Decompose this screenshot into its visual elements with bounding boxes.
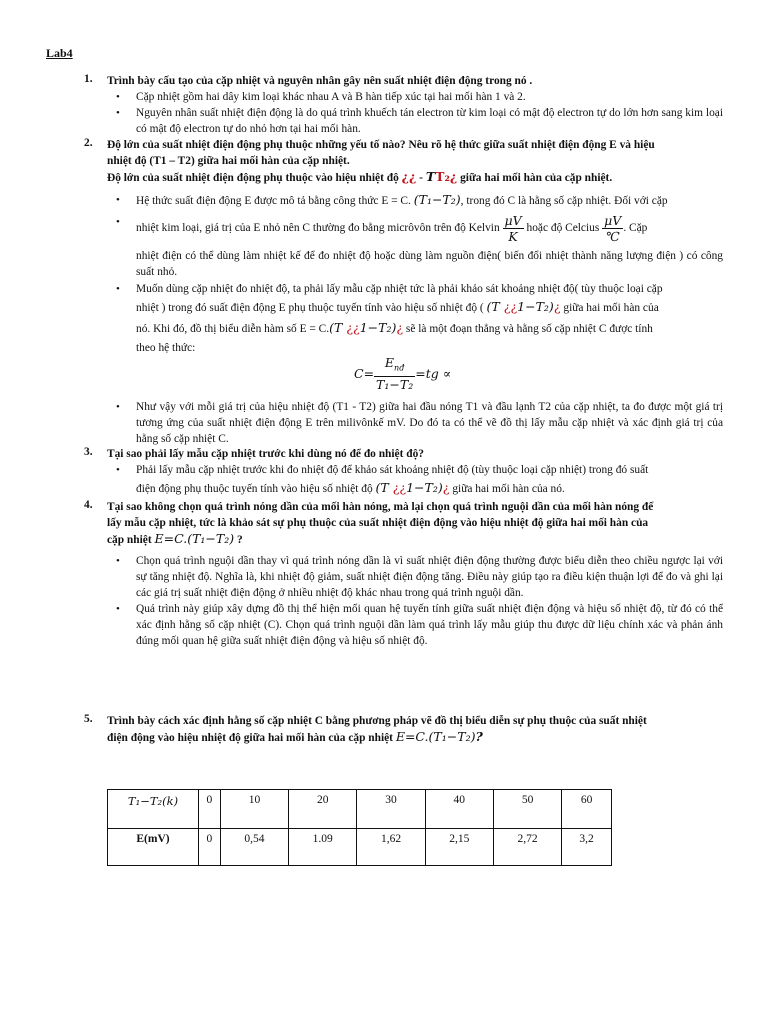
formula-c-rhs: =tg ∝ (415, 365, 452, 381)
question-2-answer: Độ lớn của suất nhiệt điện động phụ thuộc vào hiệu nhiệt độ ¿¿ - TT₂¿ giữa hai mối hàn của cặp nhiệt. (107, 169, 613, 184)
frac-num: μV (604, 213, 622, 228)
question-5-number: 5. (84, 713, 93, 725)
question-4-number: 4. (84, 499, 93, 511)
table-cell: 1,62 (357, 829, 425, 866)
red-a: ¿¿ (503, 299, 518, 314)
table-cell: 3,2 (562, 829, 612, 866)
e-eq-c: E=C. (395, 729, 429, 744)
question-5 (84, 713, 723, 746)
q3-bullet-1: • Phải lấy mẫu cặp nhiệt trước khi đo nhiệt độ để khảo sát khoảng nhiệt độ (tùy thuộc loại cặp nhiệt) trong đó suất (136, 462, 723, 478)
paren-t: (T (375, 480, 389, 495)
b1c: nhiệt kim loại, giá trị của E nhỏ nên C thường đo bằng micrôvôn trên độ Kelvin (136, 222, 500, 235)
red-close: ¿ (553, 299, 561, 314)
t1-t2: (T₁−T₂) (187, 531, 235, 546)
question-1-number: 1. (84, 73, 93, 85)
formula-c (354, 355, 451, 392)
table-cell: 0 (199, 829, 221, 866)
question-1 (84, 73, 723, 89)
fraction-uv-per-k (503, 213, 524, 244)
answer-text-b: giữa hai mối hàn của cặp nhiệt. (460, 172, 613, 184)
b1d: hoặc độ Celcius (526, 222, 600, 235)
frac-den: K (508, 229, 518, 244)
b1b: điện động phụ thuộc tuyến tính vào hiệu số nhiệt độ (136, 483, 373, 495)
dash: - (419, 172, 423, 184)
one-minus-t2: 1−T₂) (406, 480, 443, 495)
qmark: ? (236, 534, 243, 546)
red-close: ¿ (442, 480, 450, 495)
formula-c-fraction (374, 355, 415, 392)
question-4-line-2: lấy mẫu cặp nhiệt, tức là khảo sát sự phụ thuộc của suất nhiệt điện động vào hiệu nhiệt độ giữa hai mối hàn của (107, 517, 649, 529)
table-cell: 20 (289, 790, 357, 829)
b2d: nó. Khi đó, đồ thị biểu diễn hàm số E = C. (136, 323, 330, 335)
formula-c-lhs: C= (354, 365, 375, 381)
question-2-line-2: nhiệt độ (T1 – T2) giữa hai mối hàn của cặp nhiệt. (107, 155, 350, 167)
line2: điện động vào hiệu nhiệt độ giữa hai mối hàn của cặp nhiệt (107, 732, 393, 744)
table-cell: 40 (425, 790, 493, 829)
table-cell: 1.09 (289, 829, 357, 866)
frac-num: μV (504, 213, 522, 228)
question-2-line-1: Độ lớn của suất nhiệt điện động phụ thuộc những yếu tố nào? Nêu rõ hệ thức giữa suất nhiệt điện động E và hiệu (107, 139, 655, 151)
q2-bullet-2-line-4: theo hệ thức: (136, 342, 196, 354)
b2e: sẽ là một đoạn thẳng và hằng số cặp nhiệt C được tính (405, 323, 653, 335)
q2-bullet-1 (136, 191, 723, 210)
table-cell: 2,72 (493, 829, 561, 866)
q4-bullet-2: • Quá trình này giúp xây dựng đồ thị thể hiện mối quan hệ tuyến tính giữa suất nhiệt điện động và hiệu số nhiệt độ, từ đó có thể xác định hằng số cặp nhiệt (C). Chọn quá trình nguội dần làm quá trình lấy mẫu giúp thu được dữ liệu chính xác và phản ánh đúng mối quan hệ giữa suất nhiệt điện động và hiệu số nhiệt độ. (136, 601, 723, 649)
question-2-number: 2. (84, 137, 93, 149)
q2-bullet-2-line-2 (136, 299, 723, 316)
question-3-number: 3. (84, 446, 93, 458)
b1a: Hệ thức suất điện động E được mô tả bằng công thức E = C. (136, 195, 411, 207)
question-3 (84, 446, 723, 462)
table-cell: 60 (562, 790, 612, 829)
row-label-emv: E(mV) (108, 829, 199, 866)
question-4 (84, 499, 723, 548)
table-cell: 0 (199, 790, 221, 829)
paren-t: (T (329, 320, 343, 335)
red-a: ¿¿ (392, 480, 407, 495)
e-subscript: nđ (394, 363, 405, 373)
t1-t2: (T₁−T₂) (428, 729, 476, 744)
q2-bullet-2-line-3 (136, 320, 723, 337)
table-row-values (108, 829, 612, 866)
one-minus-t2: 1−T₂) (359, 320, 397, 335)
e-symbol: E (384, 355, 395, 370)
q3-bullet-1-cont (136, 480, 723, 497)
q1-bullet-1: • Cặp nhiệt gồm hai dây kim loại khác nhau A và B hàn tiếp xúc tại hai mối hàn 1 và 2. (136, 89, 723, 105)
b2b: nhiệt ) trong đó suất điện động E phụ thuộc tuyến tính vào hiệu số nhiệt độ ( (136, 302, 484, 314)
question-2 (84, 137, 723, 186)
q2-bullet-3: • Như vậy với mỗi giá trị của hiệu nhiệt độ (T1 - T2) giữa hai đầu nóng T1 và đầu lạnh T2 của cặp nhiệt, ta đo được một giá trị tương ứng của suất nhiệt điện động E trên milivônkế mV. Do đó ta có thể vẽ đồ thị lấy mẫu cặp nhiệt và xác định giá trị của hằng số cặp nhiệt C. (136, 399, 723, 447)
lab-title: Lab4 (46, 46, 73, 60)
question-5-line-1: Trình bày cách xác định hằng số cặp nhiệt C bằng phương pháp vẽ đồ thị biểu diễn sự phụ thuộc của suất nhiệt (107, 715, 647, 727)
question-3-text: Tại sao phải lấy mẫu cặp nhiệt trước khi dùng nó để đo nhiệt độ? (107, 448, 424, 460)
line3: cặp nhiệt (107, 534, 152, 546)
fraction-uv-per-c (602, 213, 623, 244)
fraction-denominator: T₁−T₂ (376, 376, 414, 392)
table-row-header (108, 790, 612, 829)
table-cell: 50 (493, 790, 561, 829)
answer-text-a: Độ lớn của suất nhiệt điện động phụ thuộc vào hiệu nhiệt độ (107, 172, 399, 184)
red-close: ¿ (396, 320, 404, 335)
question-5-line-2 (107, 729, 723, 746)
red-a: ¿¿ (346, 320, 360, 335)
table-cell: 30 (357, 790, 425, 829)
one-minus-t2: 1−T₂) (517, 299, 554, 314)
b1c: giữa hai mối hàn của nó. (452, 483, 565, 495)
question-4-line-3 (107, 531, 723, 548)
q2-bullet-2-line-1: • Muốn dùng cặp nhiệt đo nhiệt độ, ta phải lấy mẫu cặp nhiệt tức là phải khảo sát khoảng nhiệt độ( tùy thuộc loại cặp (136, 281, 723, 297)
b1e: . Cặp (623, 222, 648, 235)
table-cell: 10 (220, 790, 288, 829)
b1b: , trong đó C là hằng số cặp nhiệt. Đối với cặp (460, 195, 668, 207)
q4-bullet-1: • Chọn quá trình nguội dần thay vì quá trình nóng dần là vì suất nhiệt điện động thường được biểu diễn theo chiều ngược lại với sự tăng nhiệt độ. Nghĩa là, khi nhiệt độ giảm, suất nhiệt điện động tăng. Điều này giúp tạo ra điều kiện thuận lợi để đo và ghi lại các giá trị suất nhiệt điện động ở nhiều nhiệt độ khác nhau trong quá trình nguội dần. (136, 553, 723, 601)
q1-bullet-2: • Nguyên nhân suất nhiệt điện động là do quá trình khuếch tán electron từ kim loại có mật độ electron tự do lớn hơn sang kim loại có mật độ electron tự do nhỏ hơn tại hai mối hàn. (136, 105, 723, 137)
q2-bullet-1-tail: nhiệt điện có thể dùng làm nhiệt kế để đo nhiệt độ hoặc dùng làm nguồn điện( biến đổi nhiệt thành năng lượng điện ) có công suất nhỏ. (136, 250, 723, 278)
question-1-text: Trình bày cấu tạo của cặp nhiệt và nguyên nhân gây nên suất nhiệt điện động trong nó . (107, 75, 533, 87)
formula-t1-t2: (T₁−T₂) (413, 192, 461, 207)
e-eq-c: E=C. (154, 531, 188, 546)
table-cell: 0,54 (220, 829, 288, 866)
frac-den: ℃ (605, 229, 620, 244)
question-4-line-1: Tại sao không chọn quá trình nóng dần của mối hàn nóng, mà lại chọn quá trình nguội dần của mối hàn nóng để (107, 501, 654, 513)
paren-t: (T (486, 299, 500, 314)
delta-t-red-b: T₂¿ (435, 169, 458, 184)
qmark: ? (475, 729, 483, 744)
table-cell: 2,15 (425, 829, 493, 866)
b2c: giữa hai mối hàn của (563, 302, 659, 314)
header-cell-delta-t: T₁−T₂(k) (108, 790, 199, 829)
delta-t-red-a: ¿¿ (401, 169, 417, 184)
q2-bullet-1-cont (136, 213, 723, 244)
data-table (107, 789, 612, 866)
